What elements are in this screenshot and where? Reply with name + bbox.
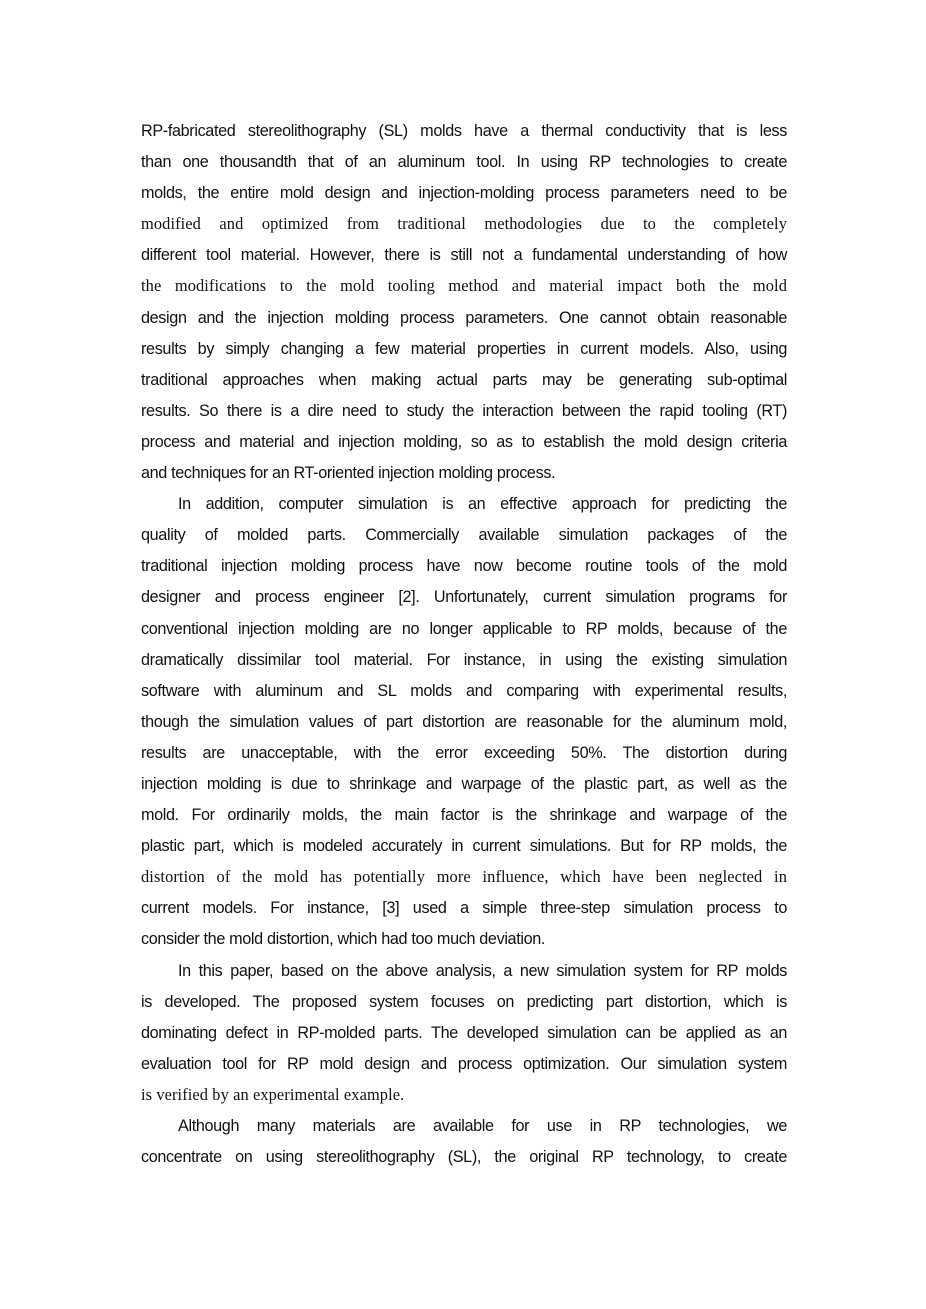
text-line: results are unacceptable, with the error exceeding 50%. The distortion during bbox=[141, 743, 787, 762]
text-line: results by simply changing a few material properties in current models. Also, using bbox=[141, 339, 787, 358]
text-line: than one thousandth that of an aluminum tool. In using RP technologies to create bbox=[141, 153, 787, 172]
text-line: current models. For instance, [3] used a simple three-step simulation process to bbox=[141, 899, 787, 918]
text-line: conventional injection molding are no longer applicable to RP molds, because of the bbox=[141, 619, 787, 638]
paragraph-first-line: Although many materials are available for use in RP technologies, we bbox=[178, 1117, 787, 1135]
text-line: is developed. The proposed system focuses on predicting part distortion, which is bbox=[141, 992, 787, 1011]
text-line: evaluation tool for RP mold design and process optimization. Our simulation system bbox=[141, 1054, 787, 1073]
text-line: traditional approaches when making actual parts may be generating sub-optimal bbox=[141, 370, 787, 389]
text-line: plastic part, which is modeled accurately in current simulations. But for RP molds, the bbox=[141, 837, 787, 856]
text-line: mold. For ordinarily molds, the main factor is the shrinkage and warpage of the bbox=[141, 806, 787, 825]
text-line: designer and process engineer [2]. Unfortunately, current simulation programs for bbox=[141, 588, 787, 607]
text-line: traditional injection molding process have now become routine tools of the mold bbox=[141, 557, 787, 576]
text-line: molds, the entire mold design and injection-molding process parameters need to be bbox=[141, 184, 787, 203]
text-line: different tool material. However, there is still not a fundamental understanding of how bbox=[141, 246, 787, 265]
text-line: process and material and injection molding, so as to establish the mold design criteria bbox=[141, 432, 787, 451]
text-line: software with aluminum and SL molds and comparing with experimental results, bbox=[141, 681, 787, 700]
text-line: and techniques for an RT-oriented injection molding process. bbox=[141, 464, 556, 483]
text-line: results. So there is a dire need to study the interaction between the rapid tooling (RT) bbox=[141, 401, 787, 420]
text-line: is verified by an experimental example. bbox=[141, 1084, 405, 1104]
text-line: dominating defect in RP-molded parts. The developed simulation can be applied as an bbox=[141, 1023, 787, 1042]
text-line: RP-fabricated stereolithography (SL) molds have a thermal conductivity that is less bbox=[141, 122, 787, 140]
paragraph-first-line: In addition, computer simulation is an effective approach for predicting the bbox=[178, 495, 787, 514]
text-line: concentrate on using stereolithography (SL), the original RP technology, to create bbox=[141, 1148, 787, 1167]
text-line: consider the mold distortion, which had too much deviation. bbox=[141, 930, 546, 949]
document-body bbox=[141, 119, 787, 1176]
text-line: quality of molded parts. Commercially available simulation packages of the bbox=[141, 526, 787, 545]
paragraph-first-line: In this paper, based on the above analysis, a new simulation system for RP molds bbox=[178, 961, 787, 980]
text-line: distortion of the mold has potentially more influence, which have been neglected in bbox=[141, 867, 787, 887]
text-line: though the simulation values of part distortion are reasonable for the aluminum mold, bbox=[141, 712, 787, 731]
text-line: the modifications to the mold tooling method and material impact both the mold bbox=[141, 276, 787, 296]
text-line: dramatically dissimilar tool material. For instance, in using the existing simulation bbox=[141, 650, 787, 669]
text-line: injection molding is due to shrinkage and warpage of the plastic part, as well as the bbox=[141, 774, 787, 793]
text-line: design and the injection molding process parameters. One cannot obtain reasonable bbox=[141, 308, 787, 327]
text-line: modified and optimized from traditional methodologies due to the completely bbox=[141, 214, 787, 234]
